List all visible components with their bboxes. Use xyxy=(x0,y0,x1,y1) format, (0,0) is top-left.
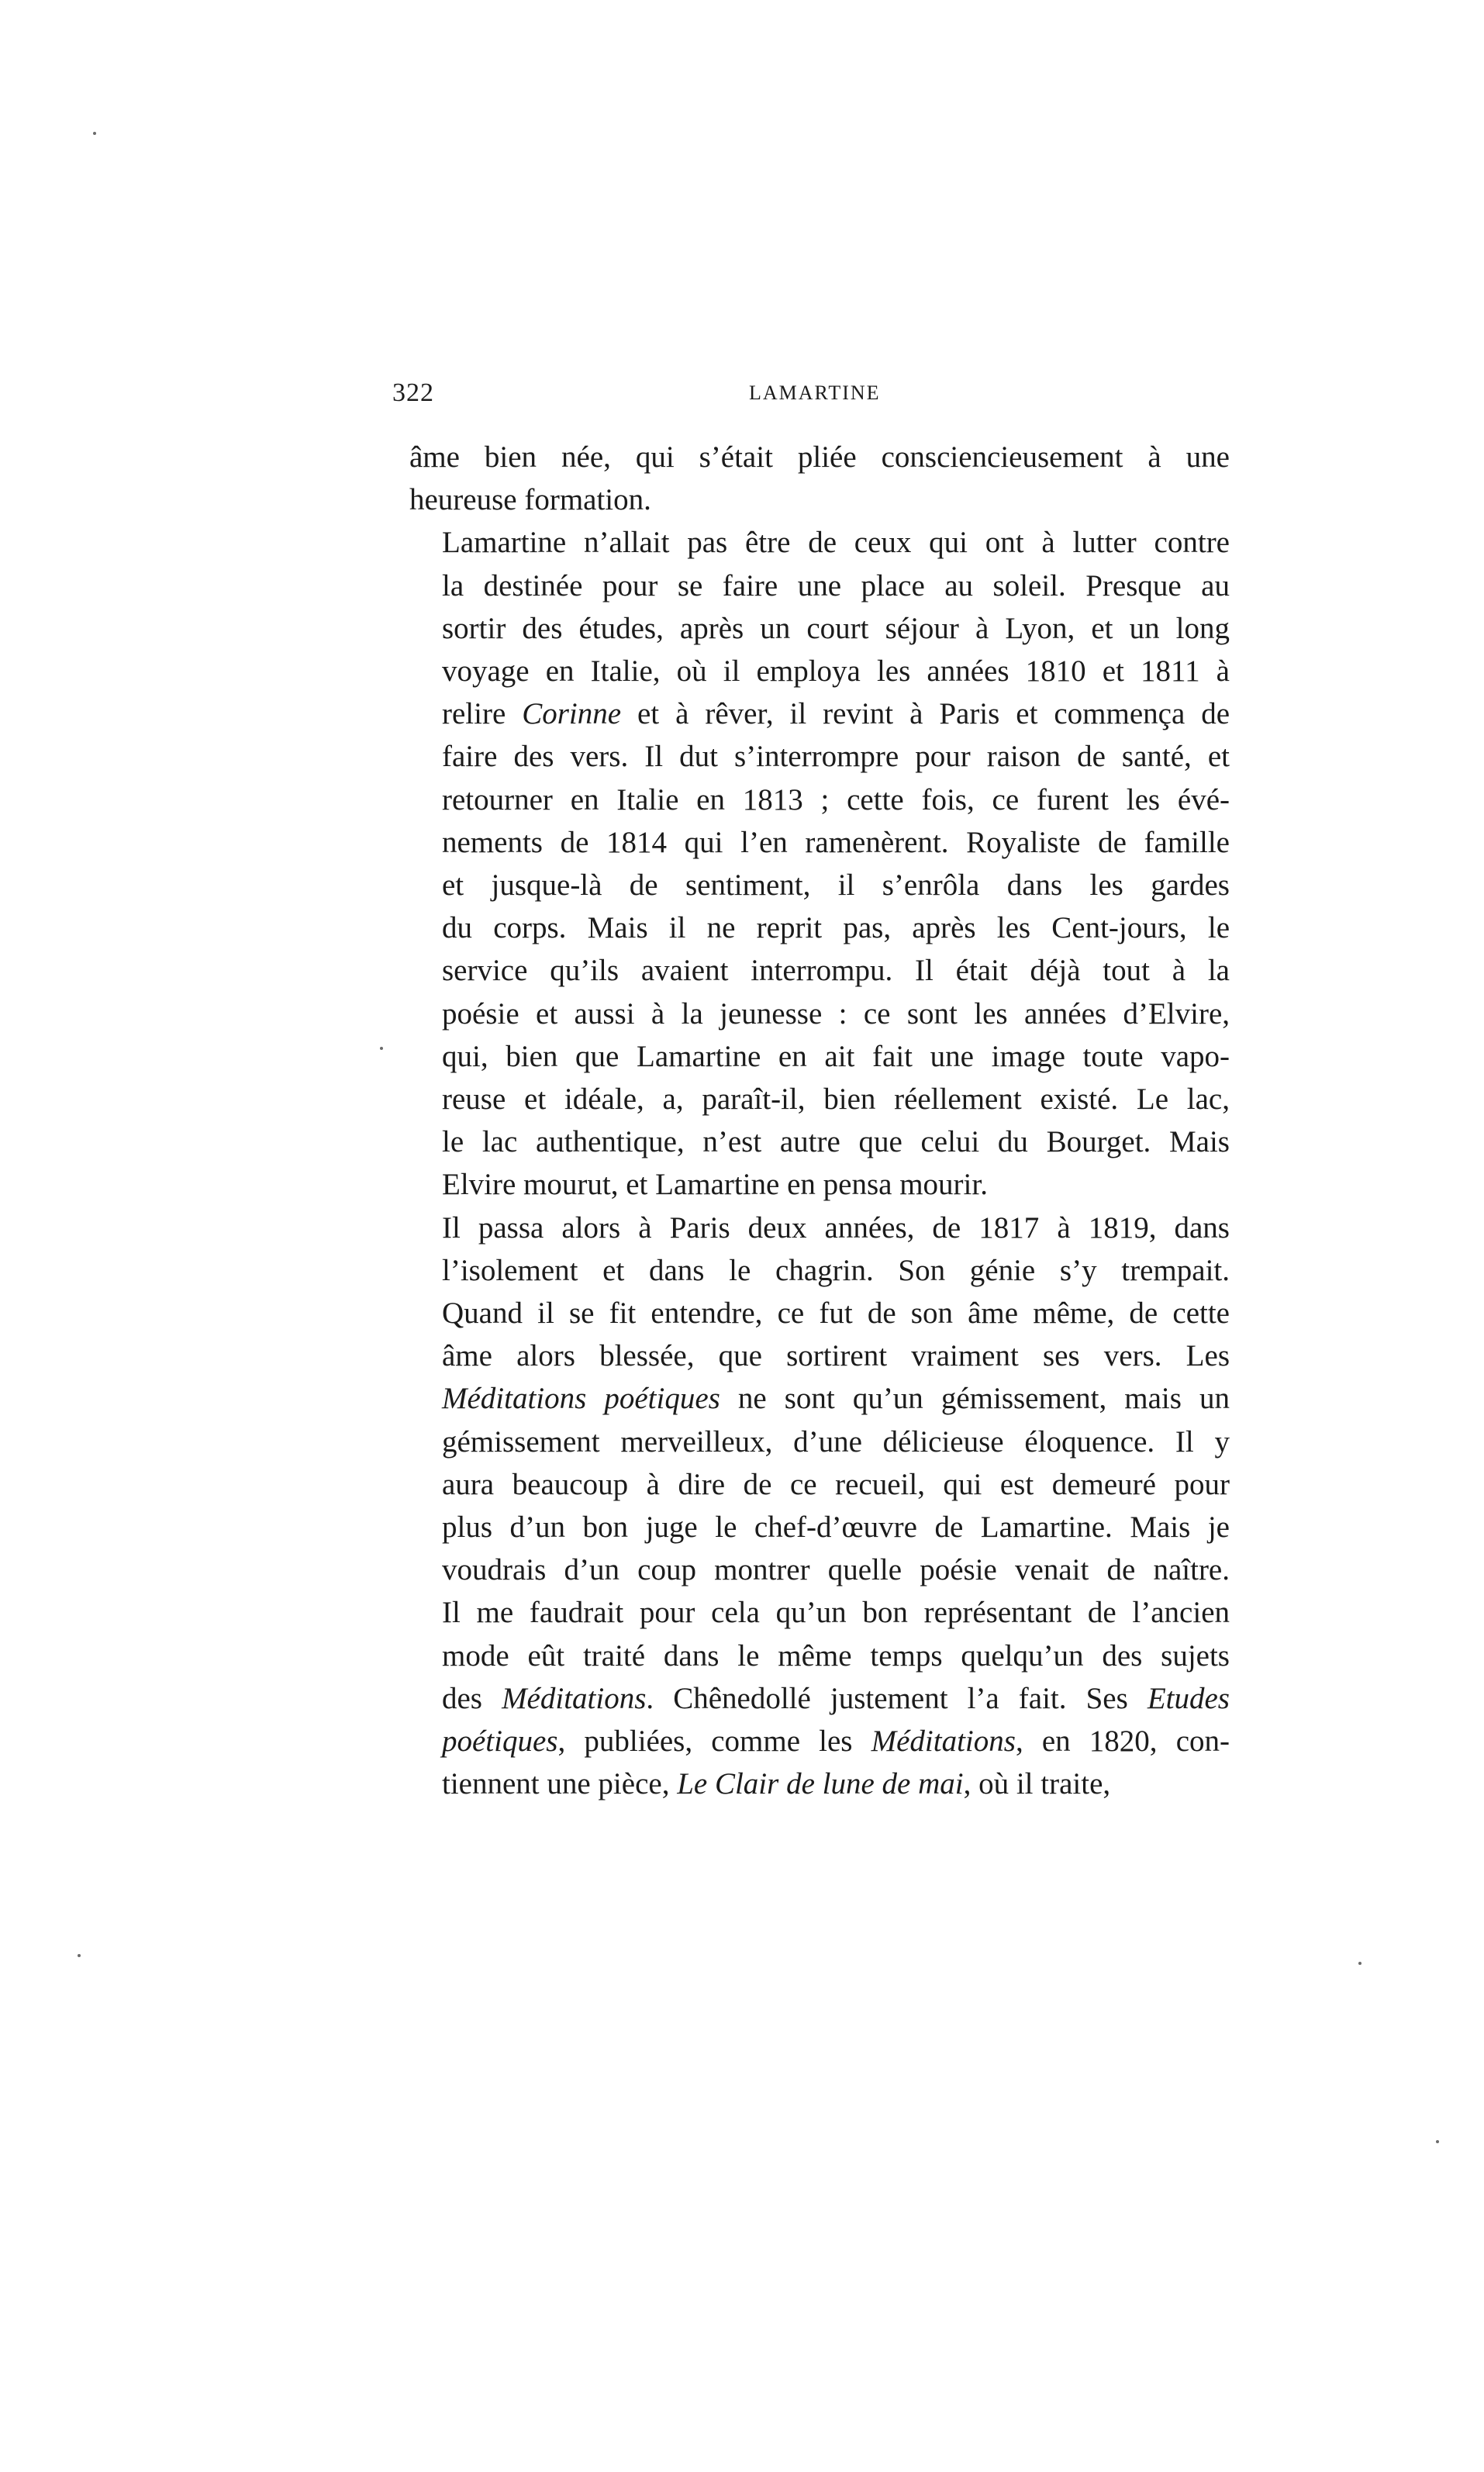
italic-title: Méditations poétiques xyxy=(442,1382,720,1416)
text-line: voudrais d’un coup montrer quelle poésie venait de naître. xyxy=(442,1553,1230,1587)
paragraph-2 xyxy=(409,521,1230,1206)
body-text xyxy=(409,436,1230,1806)
text-line: service qu’ils avaient interrompu. Il était déjà tout à la xyxy=(442,954,1230,988)
text-line: du corps. Mais il ne reprit pas, après les Cent-jours, le xyxy=(442,911,1230,945)
text-line: nements de 1814 qui l’en ramenèrent. Royaliste de famille xyxy=(442,825,1230,859)
scan-speck xyxy=(93,132,96,135)
italic-title: poétiques xyxy=(442,1725,558,1759)
text-line: et jusque-là de sentiment, il s’enrôla dans les gardes xyxy=(442,868,1230,903)
paragraph-1 xyxy=(409,436,1230,521)
text-line xyxy=(409,1377,1230,1420)
page-header xyxy=(392,378,1230,417)
paragraph-3 xyxy=(409,1207,1230,1806)
scan-speck xyxy=(380,1047,383,1050)
text-line: heureuse formation. xyxy=(409,483,651,517)
text-line xyxy=(409,1720,1230,1763)
text-line: Il me faudrait pour cela qu’un bon représentant de l’ancien xyxy=(442,1596,1230,1630)
running-title: LAMARTINE xyxy=(749,382,881,404)
italic-title: Etudes xyxy=(1147,1681,1230,1715)
italic-title: Le Clair de lune de mai xyxy=(677,1767,964,1801)
text-run: relire xyxy=(442,697,523,731)
text-line xyxy=(409,692,1230,735)
text-line: Quand il se fit entendre, ce fut de son âme même, de cette xyxy=(442,1296,1230,1331)
text-line: poésie et aussi à la jeunesse : ce sont les années d’Elvire, xyxy=(442,996,1230,1031)
text-run: , où il traite, xyxy=(963,1767,1111,1801)
page-number: 322 xyxy=(392,378,434,407)
text-line: sortir des études, après un court séjour à Lyon, et un long xyxy=(442,611,1230,645)
text-run: tiennent une pièce, xyxy=(442,1767,678,1801)
text-line xyxy=(409,1677,1230,1720)
scan-speck xyxy=(1436,2140,1439,2143)
text-line: aura beaucoup à dire de ce recueil, qui est demeuré pour xyxy=(442,1467,1230,1501)
text-line: âme bien née, qui s’était pliée consciencieusement à une xyxy=(409,440,1230,474)
text-line: reuse et idéale, a, paraît-il, bien réellement existé. Le lac, xyxy=(442,1082,1230,1117)
text-run: , publiées, comme les xyxy=(557,1725,871,1759)
text-line: qui, bien que Lamartine en ait fait une image toute vapo- xyxy=(442,1039,1230,1073)
text-line: retourner en Italie en 1813 ; cette fois, ce furent les évé- xyxy=(442,782,1230,817)
text-line: l’isolement et dans le chagrin. Son génie s’y trempait. xyxy=(442,1253,1230,1287)
text-run: . Chênedollé justement l’a fait. Ses xyxy=(646,1681,1148,1715)
text-run: ne sont qu’un gémissement, mais un xyxy=(720,1382,1230,1416)
text-line: Il passa alors à Paris deux années, de 1817 à 1819, dans xyxy=(442,1210,1230,1245)
text-run: et à rêver, il revint à Paris et commença de xyxy=(621,697,1230,731)
text-line: Lamartine n’allait pas être de ceux qui ont à lutter contre xyxy=(442,526,1230,560)
text-line: faire des vers. Il dut s’interrompre pour raison de santé, et xyxy=(442,740,1230,774)
italic-title: Méditations xyxy=(871,1725,1016,1759)
text-line: voyage en Italie, où il employa les années 1810 et 1811 à xyxy=(442,654,1230,689)
text-line: mode eût traité dans le même temps quelqu’un des sujets xyxy=(442,1638,1230,1673)
italic-title: Corinne xyxy=(522,697,622,731)
text-line: Elvire mourut, et Lamartine en pensa mourir. xyxy=(442,1168,988,1202)
text-line: plus d’un bon juge le chef-d’œuvre de Lamartine. Mais je xyxy=(442,1510,1230,1545)
text-line: gémissement merveilleux, d’une délicieuse éloquence. Il y xyxy=(442,1424,1230,1459)
text-line: la destinée pour se faire une place au soleil. Presque au xyxy=(442,568,1230,602)
text-line: le lac authentique, n’est autre que celui du Bourget. Mais xyxy=(442,1125,1230,1159)
scan-speck xyxy=(78,1954,81,1957)
scan-speck xyxy=(1358,1962,1361,1965)
text-run: des xyxy=(442,1681,502,1715)
text-line xyxy=(409,1763,1230,1805)
italic-title: Méditations xyxy=(502,1681,647,1715)
text-line: âme alors blessée, que sortirent vraiment ses vers. Les xyxy=(442,1339,1230,1373)
text-run: , en 1820, con- xyxy=(1015,1725,1230,1759)
